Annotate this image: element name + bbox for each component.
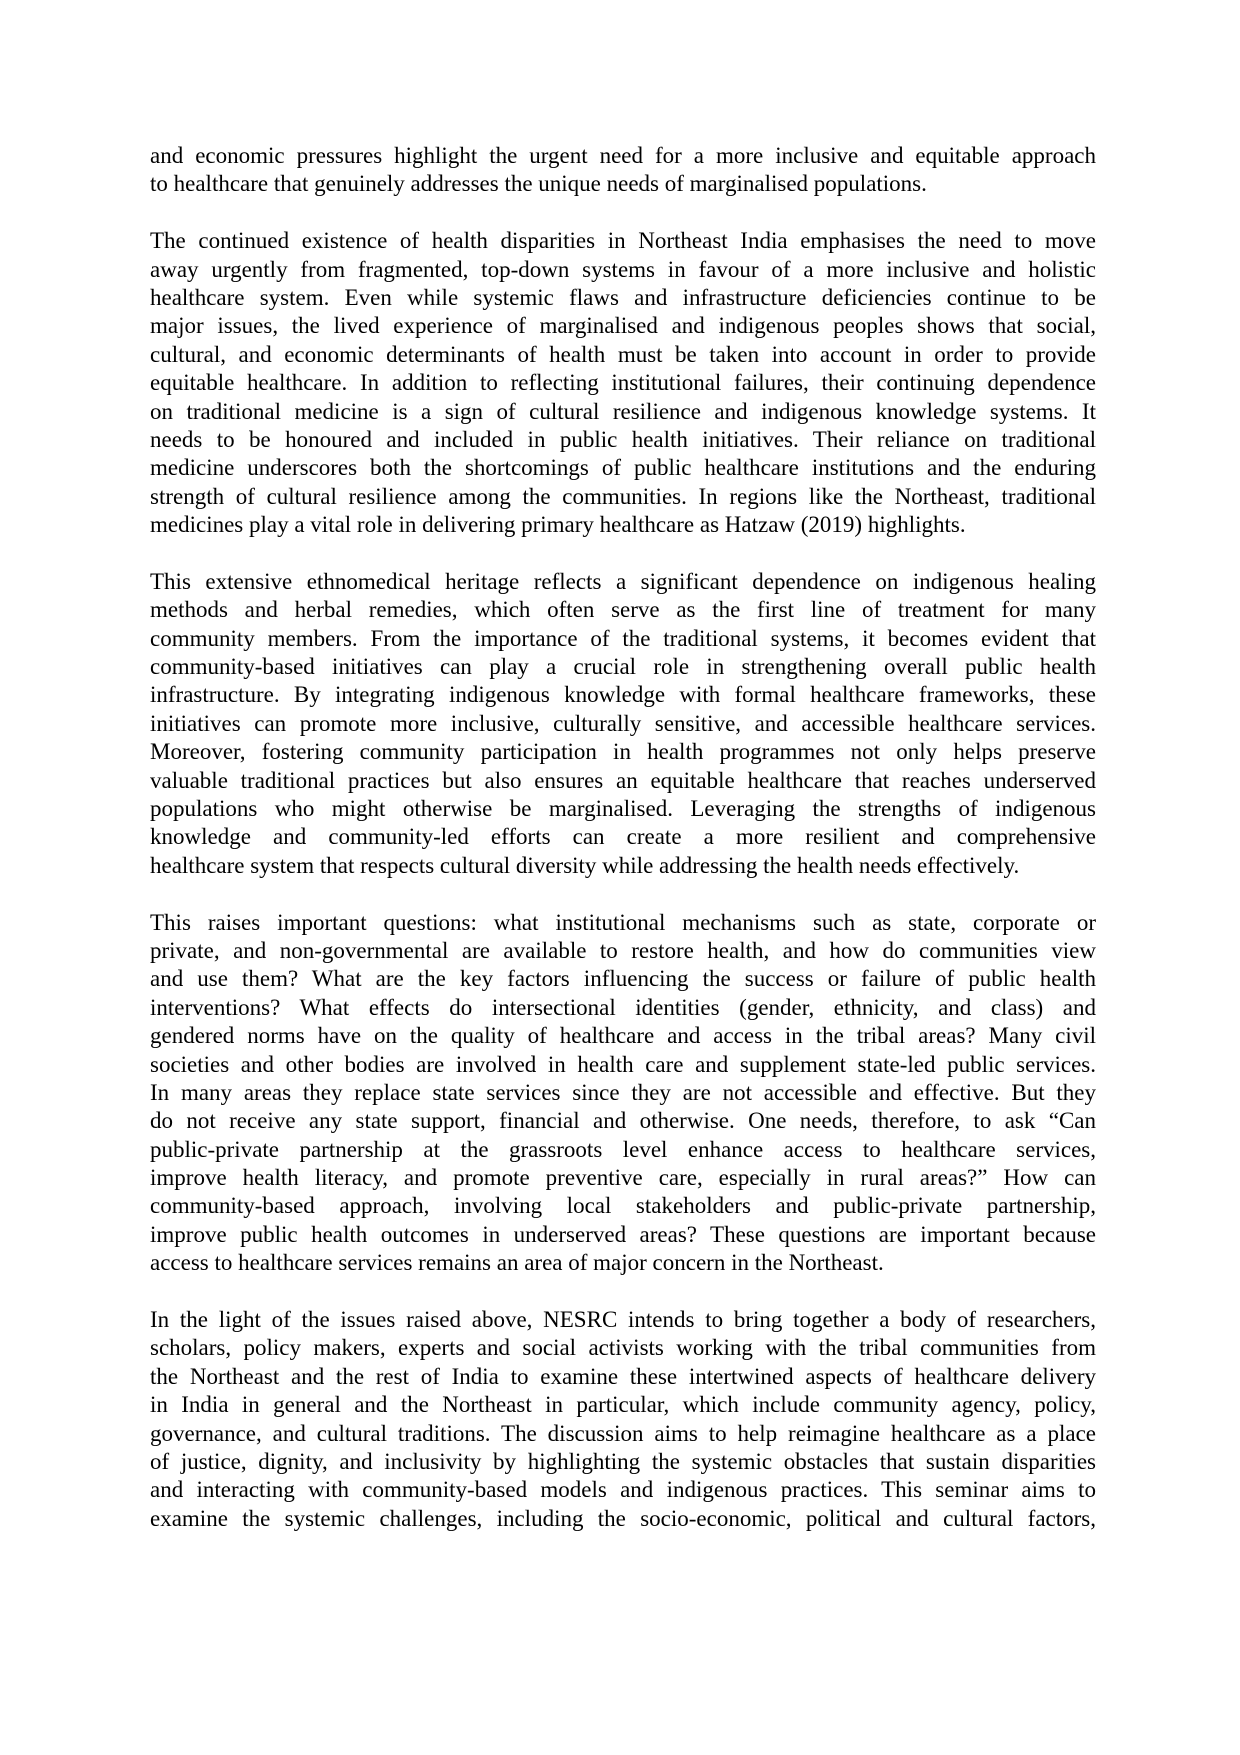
text-line: In the light of the issues raised above, NESRC intends to bring together a body of researchers, <box>150 1307 1096 1333</box>
text-line: cultural, and economic determinants of health must be taken into account in order to provide <box>150 341 1096 367</box>
text-line: away urgently from fragmented, top-down systems in favour of a more inclusive and holistic <box>150 256 1096 282</box>
text-line: needs to be honoured and included in public health initiatives. Their reliance on traditional <box>150 426 1096 452</box>
text-line: community-based initiatives can play a crucial role in strengthening overall public health <box>150 654 1096 680</box>
text-line: in India in general and the Northeast in particular, which include community agency, policy, <box>150 1392 1096 1418</box>
text-line: and economic pressures highlight the urgent need for a more inclusive and equitable approach <box>150 143 1096 168</box>
text-line: public-private partnership at the grassroots level enhance access to healthcare services, <box>150 1136 1096 1162</box>
text-block <box>150 142 1096 1533</box>
text-line: access to healthcare services remains an area of major concern in the Northeast. <box>150 1250 884 1276</box>
text-line: healthcare system that respects cultural diversity while addressing the health needs effectively. <box>150 852 1020 878</box>
text-line: medicine underscores both the shortcomings of public healthcare institutions and the enduring <box>150 455 1096 481</box>
text-line: improve health literacy, and promote preventive care, especially in rural areas?” How can <box>150 1165 1096 1191</box>
text-line: In many areas they replace state services since they are not accessible and effective. But they <box>150 1079 1096 1105</box>
text-line: strength of cultural resilience among the communities. In regions like the Northeast, traditional <box>150 483 1096 509</box>
text-line: do not receive any state support, financial and otherwise. One needs, therefore, to ask “Can <box>150 1108 1096 1134</box>
text-line: improve public health outcomes in underserved areas? These questions are important because <box>150 1221 1096 1247</box>
paragraph <box>150 1306 1096 1533</box>
paragraph <box>150 909 1096 1278</box>
text-line: populations who might otherwise be marginalised. Leveraging the strengths of indigenous <box>150 795 1096 821</box>
text-line: of justice, dignity, and inclusivity by highlighting the systemic obstacles that sustain disparities <box>150 1448 1096 1474</box>
text-line: valuable traditional practices but also ensures an equitable healthcare that reaches underserved <box>150 767 1096 793</box>
text-line: methods and herbal remedies, which often serve as the first line of treatment for many <box>150 597 1096 623</box>
text-line: and use them? What are the key factors influencing the success or failure of public health <box>150 966 1096 992</box>
text-line: private, and non-governmental are available to restore health, and how do communities view <box>150 937 1096 963</box>
text-line: initiatives can promote more inclusive, culturally sensitive, and accessible healthcare services. <box>150 710 1096 736</box>
text-line: knowledge and community-led efforts can create a more resilient and comprehensive <box>150 824 1096 850</box>
text-line: interventions? What effects do intersectional identities (gender, ethnicity, and class) and <box>150 994 1096 1020</box>
text-line: and interacting with community-based models and indigenous practices. This seminar aims to <box>150 1477 1096 1503</box>
text-line: community members. From the importance of the traditional systems, it becomes evident that <box>150 625 1096 651</box>
text-line: healthcare system. Even while systemic flaws and infrastructure deficiencies continue to be <box>150 284 1096 310</box>
text-line: to healthcare that genuinely addresses the unique needs of marginalised populations. <box>150 171 927 197</box>
text-line: medicines play a vital role in delivering primary healthcare as Hatzaw (2019) highlights. <box>150 512 966 538</box>
paragraph <box>150 227 1096 539</box>
text-line: community-based approach, involving local stakeholders and public-private partnership, <box>150 1193 1096 1219</box>
text-line: governance, and cultural traditions. The discussion aims to help reimagine healthcare as a place <box>150 1420 1096 1446</box>
paragraph <box>150 568 1096 880</box>
text-line: This extensive ethnomedical heritage reflects a significant dependence on indigenous healing <box>150 568 1096 594</box>
text-line: on traditional medicine is a sign of cultural resilience and indigenous knowledge systems. It <box>150 398 1096 424</box>
text-line: the Northeast and the rest of India to examine these intertwined aspects of healthcare delivery <box>150 1363 1096 1389</box>
text-line: examine the systemic challenges, including the socio-economic, political and cultural factors, <box>150 1505 1096 1531</box>
text-line: scholars, policy makers, experts and social activists working with the tribal communities from <box>150 1335 1096 1361</box>
text-line: societies and other bodies are involved in health care and supplement state-led public services. <box>150 1051 1096 1077</box>
text-line: infrastructure. By integrating indigenous knowledge with formal healthcare frameworks, these <box>150 682 1096 708</box>
text-line: equitable healthcare. In addition to reflecting institutional failures, their continuing dependence <box>150 370 1096 396</box>
text-line: gendered norms have on the quality of healthcare and access in the tribal areas? Many civil <box>150 1023 1096 1049</box>
text-line: major issues, the lived experience of marginalised and indigenous peoples shows that social, <box>150 313 1096 339</box>
text-line: Moreover, fostering community participation in health programmes not only helps preserve <box>150 739 1096 765</box>
paragraph <box>150 142 1096 199</box>
text-line: This raises important questions: what institutional mechanisms such as state, corporate or <box>150 909 1096 935</box>
text-line: The continued existence of health disparities in Northeast India emphasises the need to move <box>150 228 1096 254</box>
